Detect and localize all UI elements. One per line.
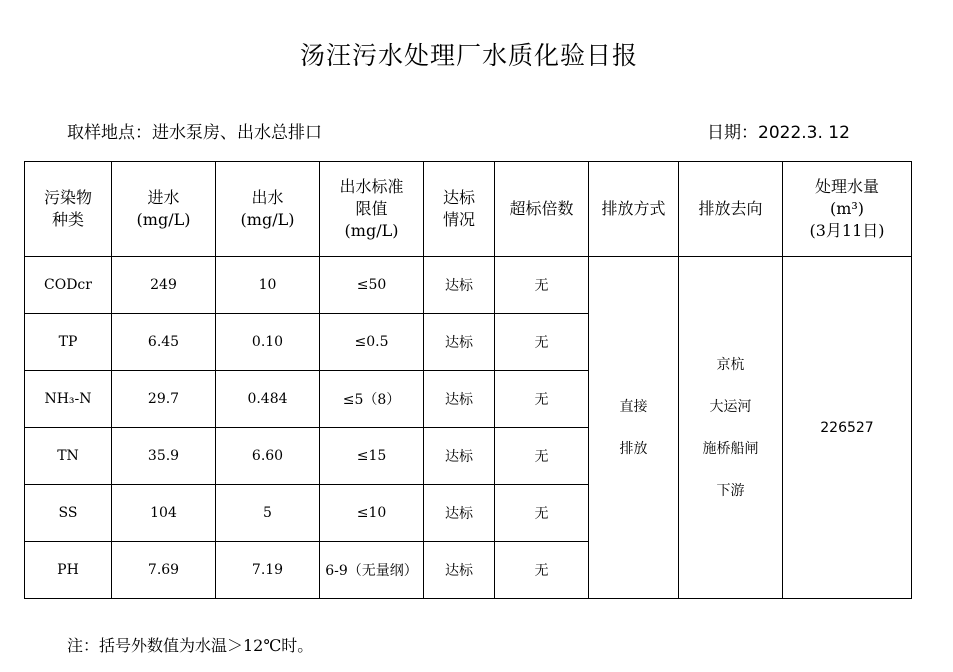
cell-limit: ≤10 xyxy=(320,485,424,542)
cell-exceed: 无 xyxy=(495,485,589,542)
cell-outflow: 6.60 xyxy=(216,428,320,485)
cell-exceed: 无 xyxy=(495,314,589,371)
cell-discharge-method: 直接 排放 xyxy=(589,257,679,599)
cell-compliance: 达标 xyxy=(424,371,495,428)
water-quality-table xyxy=(24,161,912,599)
cell-compliance: 达标 xyxy=(424,314,495,371)
cell-limit: ≤5（8） xyxy=(320,371,424,428)
cell-pollutant: TN xyxy=(25,428,112,485)
cell-pollutant: CODcr xyxy=(25,257,112,314)
cell-limit: ≤15 xyxy=(320,428,424,485)
cell-limit: ≤0.5 xyxy=(320,314,424,371)
header-compliance: 达标 情况 xyxy=(424,162,495,257)
cell-inflow: 7.69 xyxy=(112,542,216,599)
cell-inflow: 35.9 xyxy=(112,428,216,485)
cell-exceed: 无 xyxy=(495,428,589,485)
header-limit: 出水标准 限值 (mg/L) xyxy=(320,162,424,257)
cell-pollutant: SS xyxy=(25,485,112,542)
cell-outflow: 0.484 xyxy=(216,371,320,428)
cell-outflow: 5 xyxy=(216,485,320,542)
cell-discharge-direction: 京杭 大运河 施桥船闸 下游 xyxy=(679,257,783,599)
cell-treated-volume: 226527 xyxy=(783,257,912,599)
cell-outflow: 7.19 xyxy=(216,542,320,599)
cell-exceed: 无 xyxy=(495,371,589,428)
header-row xyxy=(25,162,912,257)
cell-exceed: 无 xyxy=(495,542,589,599)
cell-inflow: 104 xyxy=(112,485,216,542)
cell-compliance: 达标 xyxy=(424,428,495,485)
cell-exceed: 无 xyxy=(495,257,589,314)
cell-pollutant: PH xyxy=(25,542,112,599)
header-discharge-method: 排放方式 xyxy=(589,162,679,257)
header-inflow: 进水 (mg/L) xyxy=(112,162,216,257)
cell-inflow: 249 xyxy=(112,257,216,314)
cell-compliance: 达标 xyxy=(424,485,495,542)
report-title: 汤汪污水处理厂水质化验日报 xyxy=(299,41,638,70)
cell-compliance: 达标 xyxy=(424,542,495,599)
cell-pollutant: TP xyxy=(25,314,112,371)
cell-inflow: 6.45 xyxy=(112,314,216,371)
header-pollutant: 污染物 种类 xyxy=(25,162,112,257)
report-date: 日期：2022.3. 12 xyxy=(707,123,850,143)
header-treated-volume: 处理水量 (m³) (3月11日) xyxy=(783,162,912,257)
cell-outflow: 10 xyxy=(216,257,320,314)
sampling-location: 取样地点：进水泵房、出水总排口 xyxy=(67,123,322,143)
cell-inflow: 29.7 xyxy=(112,371,216,428)
cell-outflow: 0.10 xyxy=(216,314,320,371)
header-exceed-multiple: 超标倍数 xyxy=(495,162,589,257)
footnote: 注：括号外数值为水温＞12℃时。 xyxy=(67,636,314,655)
cell-pollutant: NH₃-N xyxy=(25,371,112,428)
cell-limit: 6-9（无量纲） xyxy=(320,542,424,599)
table-row xyxy=(25,257,912,314)
header-outflow: 出水 (mg/L) xyxy=(216,162,320,257)
header-discharge-direction: 排放去向 xyxy=(679,162,783,257)
cell-compliance: 达标 xyxy=(424,257,495,314)
cell-limit: ≤50 xyxy=(320,257,424,314)
